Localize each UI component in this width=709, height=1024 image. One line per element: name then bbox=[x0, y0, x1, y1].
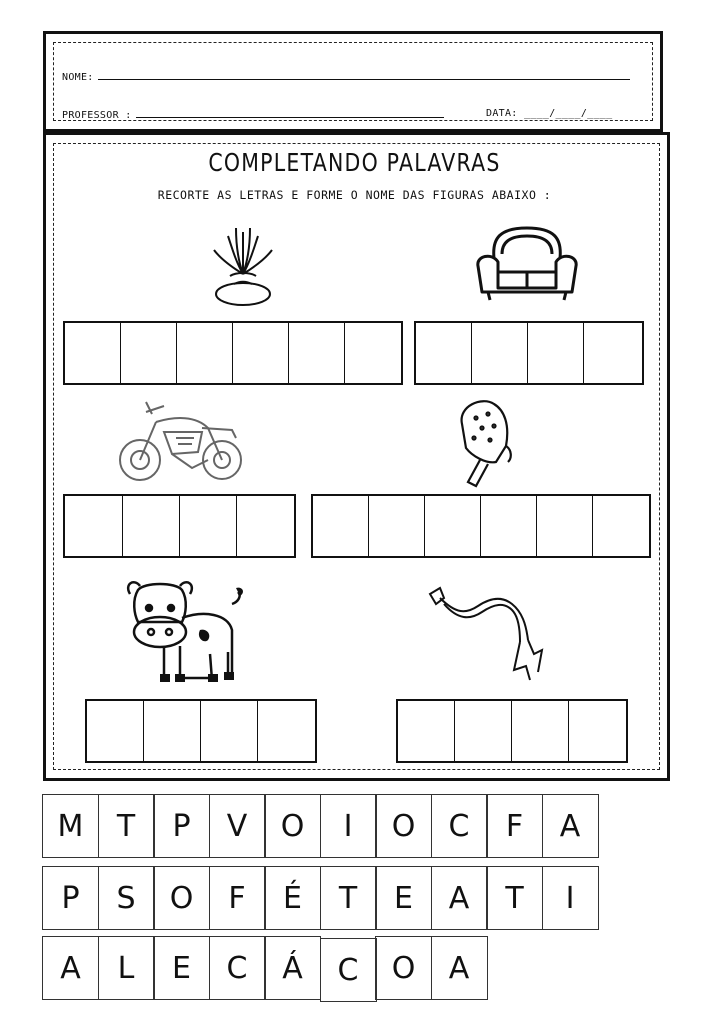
name-label: NOME: bbox=[62, 72, 94, 83]
letter-tile[interactable]: O bbox=[264, 794, 321, 858]
answer-cell[interactable] bbox=[258, 701, 315, 761]
teacher-line[interactable] bbox=[62, 108, 444, 121]
answer-cell[interactable] bbox=[345, 323, 401, 383]
answer-cell[interactable] bbox=[369, 496, 425, 556]
letter-tile[interactable]: E bbox=[153, 936, 210, 1000]
letter-tile[interactable]: T bbox=[486, 866, 543, 930]
letter-tiles-row-1 bbox=[42, 794, 597, 858]
letter-tile[interactable]: É bbox=[264, 866, 321, 930]
answer-cell[interactable] bbox=[87, 701, 144, 761]
header-box bbox=[43, 31, 663, 132]
popsicle-icon bbox=[452, 394, 522, 492]
letter-tile[interactable]: O bbox=[375, 794, 432, 858]
answer-cell[interactable] bbox=[584, 323, 642, 383]
letter-tile[interactable]: C bbox=[431, 794, 488, 858]
letter-tile[interactable]: F bbox=[486, 794, 543, 858]
name-blank[interactable] bbox=[98, 70, 630, 80]
letter-tile[interactable]: P bbox=[153, 794, 210, 858]
answer-boxes-popsicle[interactable] bbox=[311, 494, 651, 558]
answer-cell[interactable] bbox=[537, 496, 593, 556]
letter-tile[interactable]: A bbox=[542, 794, 599, 858]
worksheet-instruction: RECORTE AS LETRAS E FORME O NOME DAS FIGURAS ABAIXO : bbox=[157, 188, 552, 202]
answer-cell[interactable] bbox=[569, 701, 626, 761]
cow-icon bbox=[124, 574, 250, 688]
name-line[interactable] bbox=[62, 70, 630, 83]
answer-cell[interactable] bbox=[313, 496, 369, 556]
answer-cell[interactable] bbox=[481, 496, 537, 556]
answer-cell[interactable] bbox=[123, 496, 180, 556]
answer-cell[interactable] bbox=[425, 496, 481, 556]
ribbon-icon bbox=[422, 584, 552, 688]
answer-cell[interactable] bbox=[512, 701, 569, 761]
letter-tile[interactable]: I bbox=[320, 794, 377, 858]
teacher-label: PROFESSOR : bbox=[62, 110, 132, 121]
answer-boxes-sofa[interactable] bbox=[414, 321, 644, 385]
letter-tiles-row-3 bbox=[42, 936, 486, 1002]
answer-cell[interactable] bbox=[144, 701, 201, 761]
answer-cell[interactable] bbox=[528, 323, 584, 383]
answer-cell[interactable] bbox=[201, 701, 258, 761]
answer-cell[interactable] bbox=[65, 323, 121, 383]
letter-tile[interactable]: O bbox=[375, 936, 432, 1000]
letter-tiles-row-2 bbox=[42, 866, 597, 930]
answer-boxes-motorcycle[interactable] bbox=[63, 494, 296, 558]
answer-cell[interactable] bbox=[289, 323, 345, 383]
letter-tile[interactable]: V bbox=[209, 794, 266, 858]
letter-tile[interactable]: T bbox=[98, 794, 155, 858]
letter-tile[interactable]: S bbox=[98, 866, 155, 930]
letter-tile[interactable]: M bbox=[42, 794, 99, 858]
answer-cell[interactable] bbox=[593, 496, 649, 556]
answer-cell[interactable] bbox=[177, 323, 233, 383]
answer-boxes-ribbon[interactable] bbox=[396, 699, 628, 763]
answer-cell[interactable] bbox=[398, 701, 455, 761]
letter-tile[interactable]: A bbox=[431, 936, 488, 1000]
letter-tile[interactable]: A bbox=[42, 936, 99, 1000]
letter-tile[interactable]: L bbox=[98, 936, 155, 1000]
letter-tile[interactable]: I bbox=[542, 866, 599, 930]
answer-cell[interactable] bbox=[472, 323, 528, 383]
answer-cell[interactable] bbox=[180, 496, 237, 556]
letter-tile[interactable]: E bbox=[375, 866, 432, 930]
letter-tile[interactable]: F bbox=[209, 866, 266, 930]
answer-cell[interactable] bbox=[237, 496, 294, 556]
date-blank[interactable]: ____/____/____ bbox=[523, 108, 613, 119]
answer-cell[interactable] bbox=[416, 323, 472, 383]
answer-cell[interactable] bbox=[233, 323, 289, 383]
letter-tile[interactable]: C bbox=[209, 936, 266, 1000]
answer-cell[interactable] bbox=[121, 323, 177, 383]
sofa-icon bbox=[472, 222, 582, 306]
answer-boxes-pineapple[interactable] bbox=[63, 321, 403, 385]
letter-tile[interactable]: A bbox=[431, 866, 488, 930]
worksheet-title: COMPLETANDO PALAVRAS bbox=[208, 148, 501, 177]
letter-tile[interactable]: Á bbox=[264, 936, 321, 1000]
answer-cell[interactable] bbox=[65, 496, 123, 556]
pineapple-icon bbox=[210, 224, 276, 310]
letter-tile[interactable]: P bbox=[42, 866, 99, 930]
teacher-blank[interactable] bbox=[136, 108, 444, 118]
letter-tile[interactable]: T bbox=[320, 866, 377, 930]
date-line[interactable] bbox=[486, 108, 612, 119]
date-label: DATA: bbox=[486, 108, 518, 119]
letter-tile[interactable]: C bbox=[320, 938, 377, 1002]
answer-cell[interactable] bbox=[455, 701, 512, 761]
motorcycle-icon bbox=[116, 392, 246, 488]
answer-boxes-cow[interactable] bbox=[85, 699, 317, 763]
letter-tile[interactable]: O bbox=[153, 866, 210, 930]
